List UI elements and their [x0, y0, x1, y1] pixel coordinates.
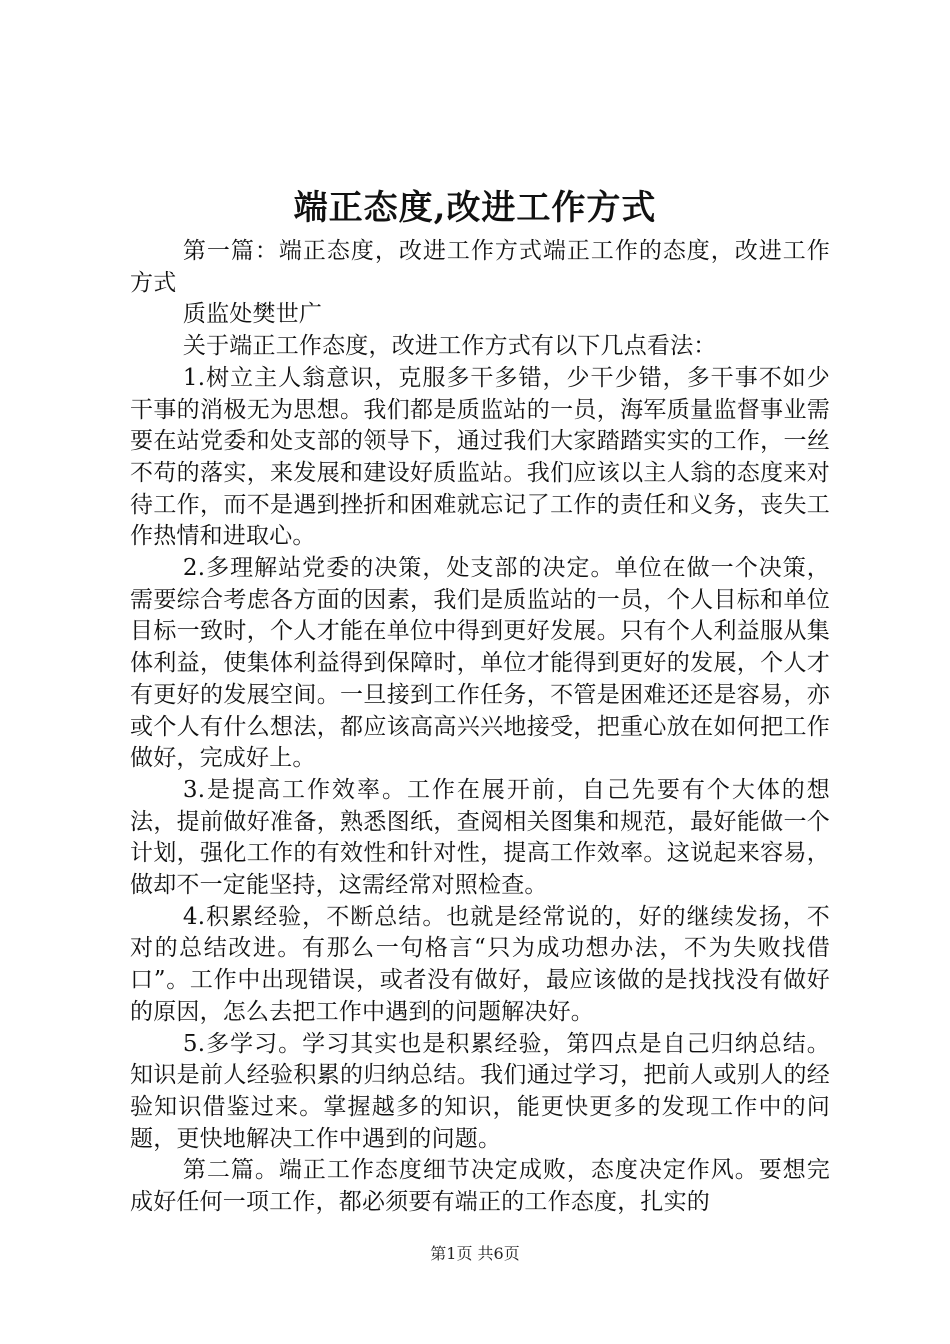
paragraph: 质监处樊世广: [182, 301, 323, 328]
page-number-footer: 第1页 共6页: [430, 1244, 520, 1263]
paragraph: 关于端正工作态度，改进工作方式有以下几点看法：: [182, 333, 717, 360]
paragraph: 4.积累经验，不断总结。也就是经常说的，好的继续发扬，不对的总结改进。有那么一句格言“只为成功想办法，不为失败找借口”。工作中出现错误，或者没有做好，最应该做的是找找没有做好的原因，怎么去把工作中遇到的问题解决好。: [130, 903, 830, 1025]
paragraph: 1.树立主人翁意识，克服多干多错，少干少错，多干事不如少干事的消极无为思想。我们都是质监站的一员，海军质量监督事业需要在站党委和处支部的领导下，通过我们大家踏踏实实的工作，一丝不苟的落实，来发展和建设好质监站。我们应该以主人翁的态度来对待工作，而不是遇到挫折和困难就忘记了工作的责任和义务，丧失工作热情和进取心。: [130, 364, 830, 550]
paragraph: 2.多理解站党委的决策，处支部的决定。单位在做一个决策，需要综合考虑各方面的因素，我们是质监站的一员，个人目标和单位目标一致时，个人才能在单位中得到更好发展。只有个人利益服从集体利益，使集体利益得到保障时，单位才能得到更好的发展，个人才有更好的发展空间。一旦接到工作任务，不管是困难还还是容易，亦或个人有什么想法，都应该高高兴兴地接受，把重心放在如何把工作做好，完成好上。: [130, 555, 830, 772]
paragraph: 第一篇：端正态度，改进工作方式端正工作的态度，改进工作方式: [130, 238, 830, 296]
paragraph: 第二篇。端正工作态度细节决定成败，态度决定作风。要想完成好任何一项工作，都必须要有端正的工作态度，扎实的: [130, 1157, 830, 1216]
paragraph: 5.多学习。学习其实也是积累经验，第四点是自己归纳总结。知识是前人经验积累的归纳总结。我们通过学习，把前人或别人的经验知识借鉴过来。掌握越多的知识，能更快更多的发现工作中的问题，更快地解决工作中遇到的问题。: [130, 1030, 830, 1152]
paragraph: 3.是提高工作效率。工作在展开前，自己先要有个大体的想法，提前做好准备，熟悉图纸，查阅相关图集和规范，最好能做一个计划，强化工作的有效性和针对性，提高工作效率。这说起来容易，做却不一定能坚持，这需经常对照检查。: [130, 776, 830, 899]
document-body: [130, 236, 830, 1219]
document-title: 端正态度,改进工作方式: [293, 188, 657, 228]
